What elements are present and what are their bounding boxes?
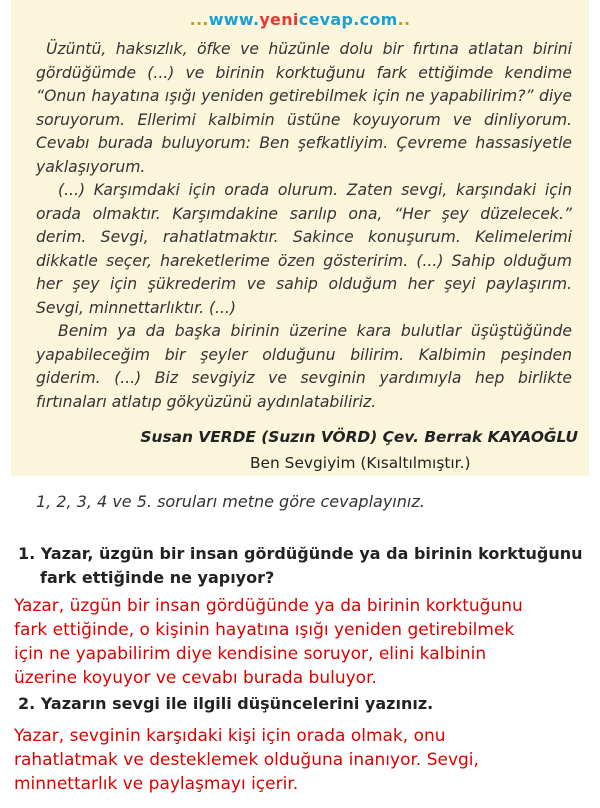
instruction-text: 1, 2, 3, 4 ve 5. soruları metne göre cevaplayınız. xyxy=(36,492,425,511)
question-1-line-1: 1. Yazar, üzgün bir insan gördüğünde ya da birinin korktuğunu xyxy=(18,544,583,563)
book-note: (Kısaltılmıştır.) xyxy=(360,454,471,472)
answer-1-line: fark ettiğinde, o kişinin hayatına ışığı yeniden getirebilmek xyxy=(14,620,515,640)
watermark-cevap: cevap xyxy=(298,10,354,29)
site-watermark xyxy=(0,10,600,29)
answer-1 xyxy=(14,594,594,690)
answer-2-line: minnettarlık ve paylaşmayı içerir. xyxy=(14,774,299,794)
book-title: Ben Sevgiyim xyxy=(250,454,356,472)
answer-1-line: Yazar, üzgün bir insan gördüğünde ya da birinin korktuğunu xyxy=(14,596,523,616)
passage-paragraph-2: (...) Karşımdaki için orada olurum. Zaten sevgi, karşındaki için orada olmaktır. Karşımdakine sarılıp ona, “Her şey düzelecek.” derim. Sevgi, rahatlatmaktır. Sakince konuşurum. Kelimelerimi dikkatle seçer, hareketlerime özen gösteririm. (...) Sahip olduğum her şey için şükrederim ve sahip olduğum her şeyi paylaşırım. Sevgi, minnettarlıktır. (...) xyxy=(36,181,572,317)
watermark-dots-right: .. xyxy=(397,10,411,29)
question-1-line-2: fark ettiğinde ne yapıyor? xyxy=(40,568,275,587)
reading-passage xyxy=(36,38,572,414)
answer-2-line: rahatlatmak ve desteklemek olduğuna inanıyor. Sevgi, xyxy=(14,750,479,770)
author-credit: Susan VERDE (Suzın VÖRD) Çev. Berrak KAYAOĞLU xyxy=(140,428,578,446)
passage-paragraph-3: Benim ya da başka birinin üzerine kara bulutlar üşüştüğünde yapabileceğim bir şeyler olduğunu bilirim. Kalbimin peşinden giderim. (...) Biz sevgiyiz ve sevginin yardımıyla hep birlikte fırtınaları atlatıp gökyüzünü aydınlatabiliriz. xyxy=(36,322,572,411)
question-1 xyxy=(18,542,588,590)
question-2 xyxy=(18,692,588,716)
watermark-www: www. xyxy=(208,10,260,29)
passage-paragraph-1: Üzüntü, haksızlık, öfke ve hüzünle dolu bir fırtına atlatan birini gördüğümde (...) ve birinin korktuğunu fark ettiğimde kendime “Onun hayatına ışığı yeniden getirebilmek için ne yapabilirim?” diye soruyorum. Ellerimi kalbimin üstüne koyuyorum ve dinliyorum. Cevabı burada buluyorum: Ben şefkatliyim. Çevreme hassasiyetle yaklaşıyorum. xyxy=(36,40,572,176)
answer-2 xyxy=(14,724,594,796)
answer-2-line: Yazar, sevginin karşıdaki kişi için orada olmak, onu xyxy=(14,726,446,746)
watermark-dots-left: ... xyxy=(189,10,209,29)
question-2-line-1: 2. Yazarın sevgi ile ilgili düşüncelerini yazınız. xyxy=(18,694,434,713)
watermark-com: .com xyxy=(353,10,398,29)
book-source xyxy=(250,454,470,472)
answer-1-line: üzerine koyuyor ve cevabı burada buluyor. xyxy=(14,668,377,688)
answer-1-line: için ne yapabilirim diye kendisine soruyor, elini kalbinin xyxy=(14,644,487,664)
watermark-yeni: yeni xyxy=(259,10,299,29)
